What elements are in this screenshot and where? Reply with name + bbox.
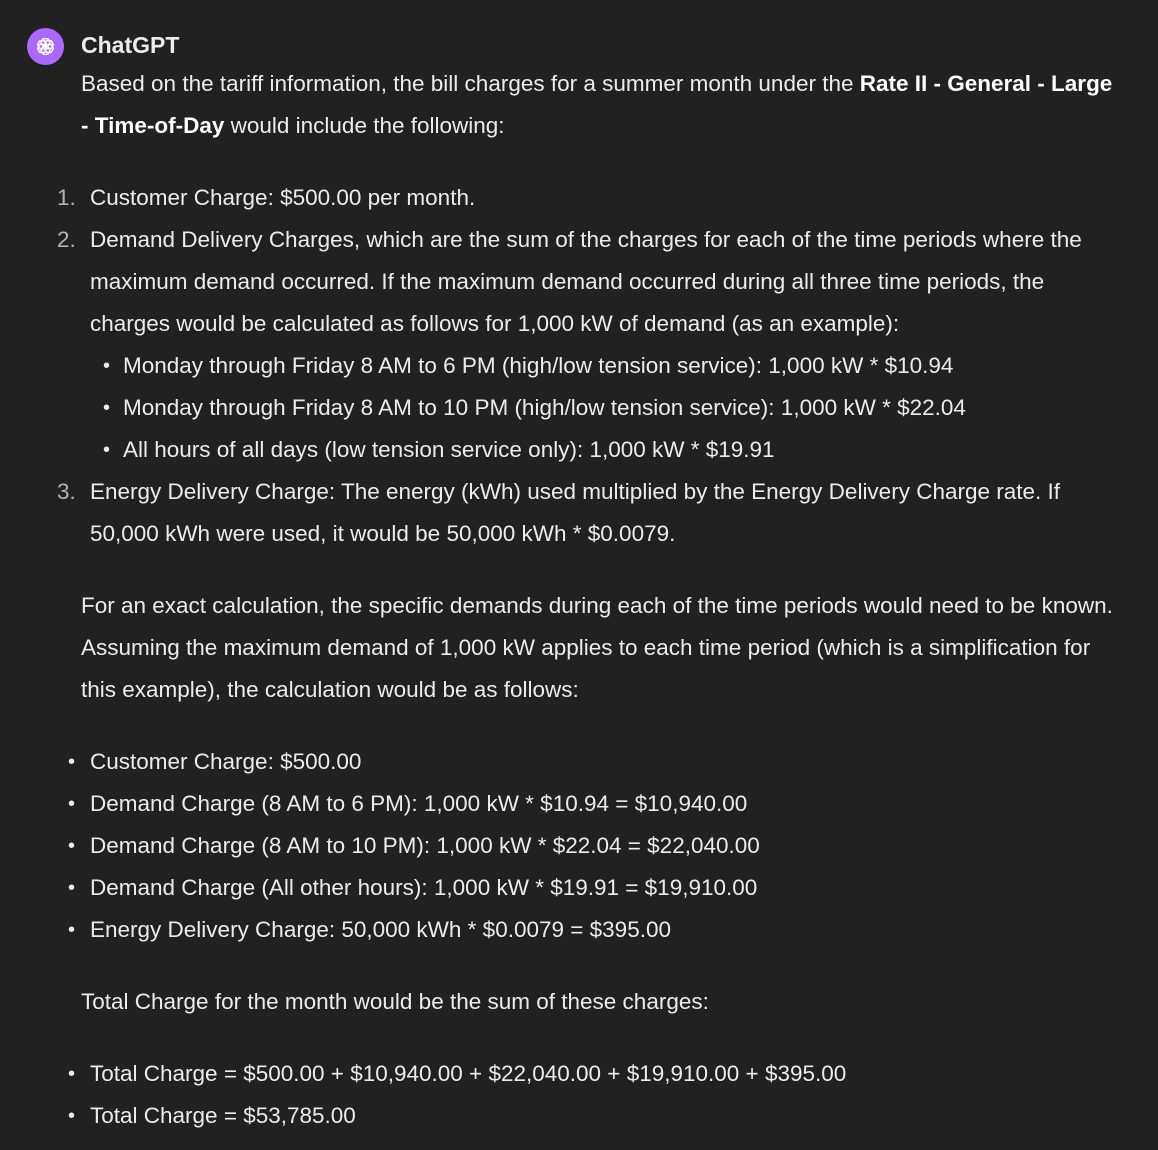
list-item-text: Demand Delivery Charges, which are the sum of the charges for each of the time periods where the maximum demand occurred. If the maximum demand occurred during all three time periods, the charges would be calculated as follows for 1,000 kW of demand (as an example):	[90, 227, 1082, 336]
calc-list-item	[68, 783, 1121, 825]
list-item-text: Customer Charge: $500.00 per month.	[90, 185, 476, 210]
bullet-icon: •	[68, 751, 76, 773]
list-item-text: Energy Delivery Charge: The energy (kWh) used multiplied by the Energy Delivery Charge rate. If 50,000 kWh were used, it would be 50,000 kWh * $0.0079.	[90, 479, 1061, 546]
total-paragraph: Total Charge for the month would be the sum of these charges:	[81, 989, 709, 1014]
intro-text-before: Based on the tariff information, the bill charges for a summer month under the	[81, 71, 860, 96]
list-number: 3.	[57, 479, 76, 504]
sub-list-item	[103, 345, 1121, 387]
charges-numbered-list	[57, 177, 1121, 555]
sub-list-item	[103, 387, 1121, 429]
calc-list-item	[68, 741, 1121, 783]
intro-paragraph	[81, 63, 1121, 147]
calculation-paragraph: For an exact calculation, the specific demands during each of the time periods would need to be known. Assuming the maximum demand of 1,000 kW applies to each time period (which is a simplification for this example), the calculation would be as follows:	[81, 593, 1113, 702]
list-item	[57, 219, 1121, 471]
calc-item-text: Demand Charge (8 AM to 10 PM): 1,000 kW * $22.04 = $22,040.00	[90, 833, 760, 858]
list-item	[57, 471, 1121, 555]
bullet-icon: •	[68, 1063, 76, 1085]
total-item-text: Total Charge = $53,785.00	[90, 1103, 356, 1128]
message-content	[57, 63, 1121, 1137]
calc-item-text: Energy Delivery Charge: 50,000 kWh * $0.0079 = $395.00	[90, 917, 671, 942]
author-name: ChatGPT	[81, 32, 180, 58]
calc-item-text: Demand Charge (8 AM to 6 PM): 1,000 kW * $10.94 = $10,940.00	[90, 791, 748, 816]
bullet-icon: •	[68, 877, 76, 899]
total-item-text: Total Charge = $500.00 + $10,940.00 + $22,040.00 + $19,910.00 + $395.00	[90, 1061, 847, 1086]
calc-item-text: Customer Charge: $500.00	[90, 749, 362, 774]
sub-list-item	[103, 429, 1121, 471]
calc-list-item	[68, 867, 1121, 909]
sub-list-item-text: Monday through Friday 8 AM to 6 PM (high/low tension service): 1,000 kW * $10.94	[123, 353, 954, 378]
bullet-icon: •	[103, 397, 111, 419]
bullet-icon: •	[68, 919, 76, 941]
sub-list-item-text: All hours of all days (low tension service only): 1,000 kW * $19.91	[123, 437, 775, 462]
sub-list-item-text: Monday through Friday 8 AM to 10 PM (high/low tension service): 1,000 kW * $22.04	[123, 395, 966, 420]
total-list-item	[68, 1053, 1121, 1095]
total-list-item	[68, 1095, 1121, 1137]
calc-list-item	[68, 909, 1121, 951]
calc-item-text: Demand Charge (All other hours): 1,000 kW * $19.91 = $19,910.00	[90, 875, 758, 900]
bullet-icon: •	[68, 793, 76, 815]
demand-periods-list	[90, 345, 1121, 471]
bullet-icon: •	[68, 1105, 76, 1127]
list-item	[57, 177, 1121, 219]
list-number: 2.	[57, 227, 76, 252]
bullet-icon: •	[103, 355, 111, 377]
list-number: 1.	[57, 185, 76, 210]
total-list	[68, 1053, 1121, 1137]
intro-rate-name: Rate II - General - Large - Time-of-Day	[81, 71, 1113, 138]
intro-text-after: would include the following:	[224, 113, 505, 138]
openai-logo-icon	[33, 34, 58, 59]
bullet-icon: •	[103, 439, 111, 461]
chatgpt-avatar	[27, 28, 64, 65]
bullet-icon: •	[68, 835, 76, 857]
calculation-list	[68, 741, 1121, 951]
calc-list-item	[68, 825, 1121, 867]
